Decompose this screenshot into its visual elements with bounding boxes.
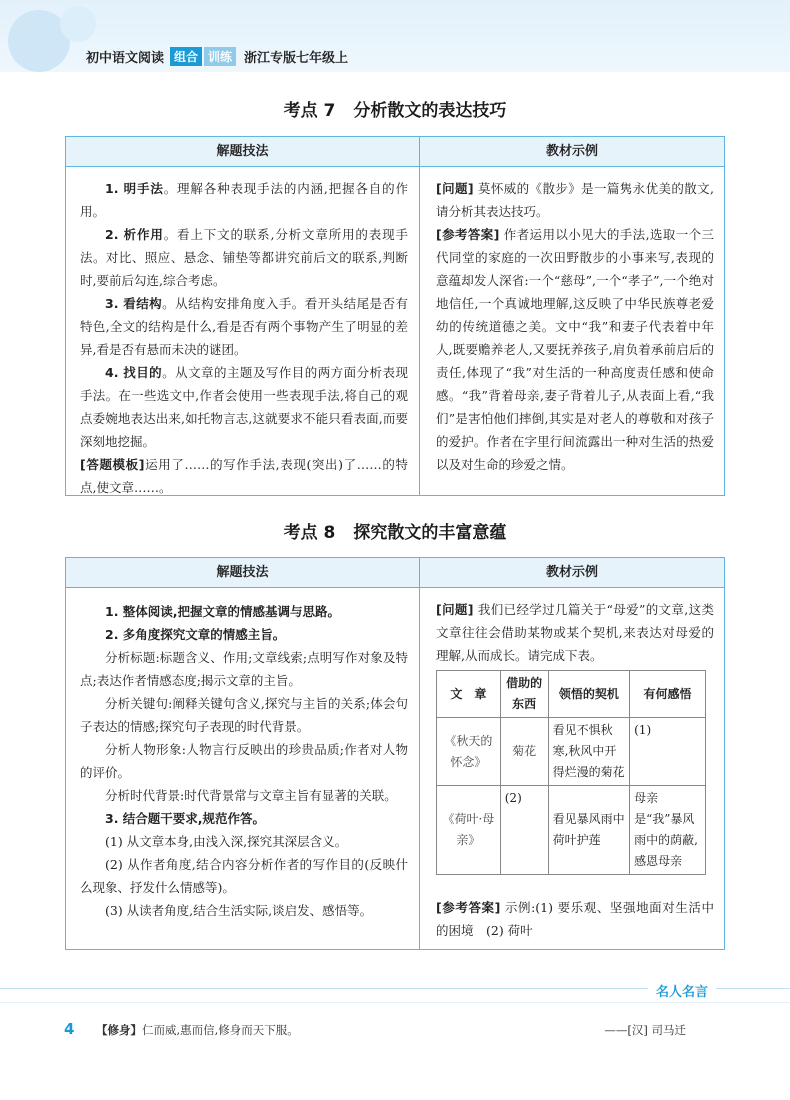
method-item: 4. 找目的。从文章的主题及写作目的两方面分析表现手法。在一些选文中,作者会使用一些表现手法,将自己的观点委婉地表达出来,如托物言志,这就要求不能只看表面,而要深刻地挖掘。 — [80, 365, 408, 449]
method-step: 3. 结合题干要求,规范作答。 — [105, 811, 266, 826]
table-cell: 菊花 — [500, 718, 548, 786]
famous-quotes-label: 名人名言 — [648, 981, 716, 1000]
example-question: [问题] 我们已经学过几篇关于“母爱”的文章,这类文章往往会借助某物或某个契机,来表达对母爱的理解,从而成长。请完成下表。 — [436, 602, 714, 663]
section-7-number: 考点 7 — [283, 101, 336, 121]
page-header — [0, 0, 790, 72]
method-detail: (1) 从文章本身,由浅入深,探究其深层含义。 — [105, 834, 348, 849]
example-column — [436, 598, 714, 667]
example-column — [436, 177, 714, 476]
quote-text: 仁而威,惠而信,修身而天下服。 — [142, 1023, 299, 1037]
method-column-header: 解题技法 — [66, 558, 419, 588]
answer-template: [答题模板]运用了……的写作手法,表现(突出)了……的特点,使文章……。 — [80, 457, 408, 495]
book-title-text: 初中语文阅读 — [86, 50, 165, 66]
section-8-number: 考点 8 — [283, 523, 336, 543]
table-row — [437, 786, 706, 875]
table-header-cell: 领悟的契机 — [548, 671, 630, 718]
method-item: 2. 析作用。看上下文的联系,分析文章所用的表现手法。对比、照应、悬念、铺垫等都讲究前后文的联系,判断时,要前后勾连,综合考虑。 — [80, 227, 408, 288]
method-item: 1. 明手法。理解各种表现手法的内涵,把握各自的作用。 — [80, 181, 408, 219]
method-detail: (2) 从作者角度,结合内容分析作者的写作目的(反映什么现象、抒发什么情感等)。 — [80, 857, 408, 895]
section-7-title — [0, 96, 790, 121]
method-detail: 分析标题:标题含义、作用;文章线索;点明写作对象及特点;表达作者情感态度;揭示文章的主旨。 — [80, 650, 408, 688]
section-7-heading: 分析散文的表达技巧 — [353, 101, 507, 121]
table-row — [437, 718, 706, 786]
method-detail: 分析时代背景:时代背景常与文章主旨有显著的关联。 — [105, 788, 397, 803]
quote — [96, 1022, 299, 1038]
example-column-header: 教材示例 — [420, 137, 724, 167]
column-divider — [419, 558, 420, 949]
table-header-cell: 文 章 — [437, 671, 501, 718]
table-cell: (1) — [630, 718, 706, 786]
page-number: 4 — [64, 1020, 75, 1038]
method-item: 3. 看结构。从结构安排角度入手。看开头结尾是否有特色,全文的结构是什么,看是否有两个事物产生了明显的差异,看是否有悬而未决的谜团。 — [80, 296, 408, 357]
method-column — [80, 600, 408, 922]
table-cell: 看见暴风雨中荷叶护莲 — [548, 786, 630, 875]
table-header-cell: 有何感悟 — [630, 671, 706, 718]
method-step: 1. 整体阅读,把握文章的情感基调与思路。 — [105, 604, 341, 619]
table-cell: 《荷叶·母亲》 — [437, 786, 501, 875]
example-answer: [参考答案] 示例:(1) 要乐观、坚强地面对生活中的困境 (2) 荷叶 — [436, 900, 714, 938]
section-8-table — [65, 557, 725, 950]
tag-training: 训练 — [204, 47, 236, 66]
tag-combination: 组合 — [170, 47, 202, 66]
example-answer: [参考答案] 作者运用以小见大的手法,选取一个三代同堂的家庭的一次田野散步的小事来写,表现的意蕴却发人深省:一个“慈母”,一个“孝子”,一个绝对地信任,一个真诚地理解,这反映了中华民族尊老爱幼的传统道德之美。文中“我”和妻子代表着中年人,既要赡养老人,又要抚养孩子,肩负着承前启后的责任,体现了“我”对生活的一种高度责任感和使命感。“我”背着母亲,妻子背着儿子,从表面上看,“我们”是害怕他们摔倒,其实是对老人的尊敬和对孩子的爱护。作者在字里行间流露出一种对生活的热爱以及对生命的珍爱之情。 — [436, 227, 714, 472]
table-cell: 《秋天的怀念》 — [437, 718, 501, 786]
method-column — [80, 177, 408, 499]
example-question: [问题] 莫怀威的《散步》是一篇隽永优美的散文,请分析其表达技巧。 — [436, 181, 714, 219]
section-8-title — [0, 518, 790, 543]
quote-tag: 【修身】 — [96, 1023, 142, 1037]
method-detail: 分析人物形象:人物言行反映出的珍贵品质;作者对人物的评价。 — [80, 742, 408, 780]
mother-love-table — [436, 670, 706, 875]
method-detail: (3) 从读者角度,结合生活实际,谈启发、感悟等。 — [105, 903, 373, 918]
table-header-cell: 借助的东西 — [500, 671, 548, 718]
section-7-table — [65, 136, 725, 496]
table-cell: 母亲是“我”暴风雨中的荫蔽,感恩母亲 — [630, 786, 706, 875]
section-8-heading: 探究散文的丰富意蕴 — [353, 523, 507, 543]
example-column-header: 教材示例 — [420, 558, 724, 588]
column-divider — [419, 137, 420, 495]
edition-label: 浙江专版七年级上 — [244, 50, 349, 66]
hexagon-decoration-icon — [60, 6, 96, 42]
method-step: 2. 多角度探究文章的情感主旨。 — [105, 627, 286, 642]
method-detail: 分析关键句:阐释关键句含义,探究与主旨的关系;体会句子表达的情感;探究句子表现的时代背景。 — [80, 696, 408, 734]
footer-band — [0, 1002, 790, 1003]
table-cell: 看见不惧秋寒,秋风中开得烂漫的菊花 — [548, 718, 630, 786]
method-column-header: 解题技法 — [66, 137, 419, 167]
book-title — [86, 46, 348, 66]
table-cell: (2) — [500, 786, 548, 875]
quote-source: ——[汉] 司马迁 — [604, 1023, 686, 1037]
